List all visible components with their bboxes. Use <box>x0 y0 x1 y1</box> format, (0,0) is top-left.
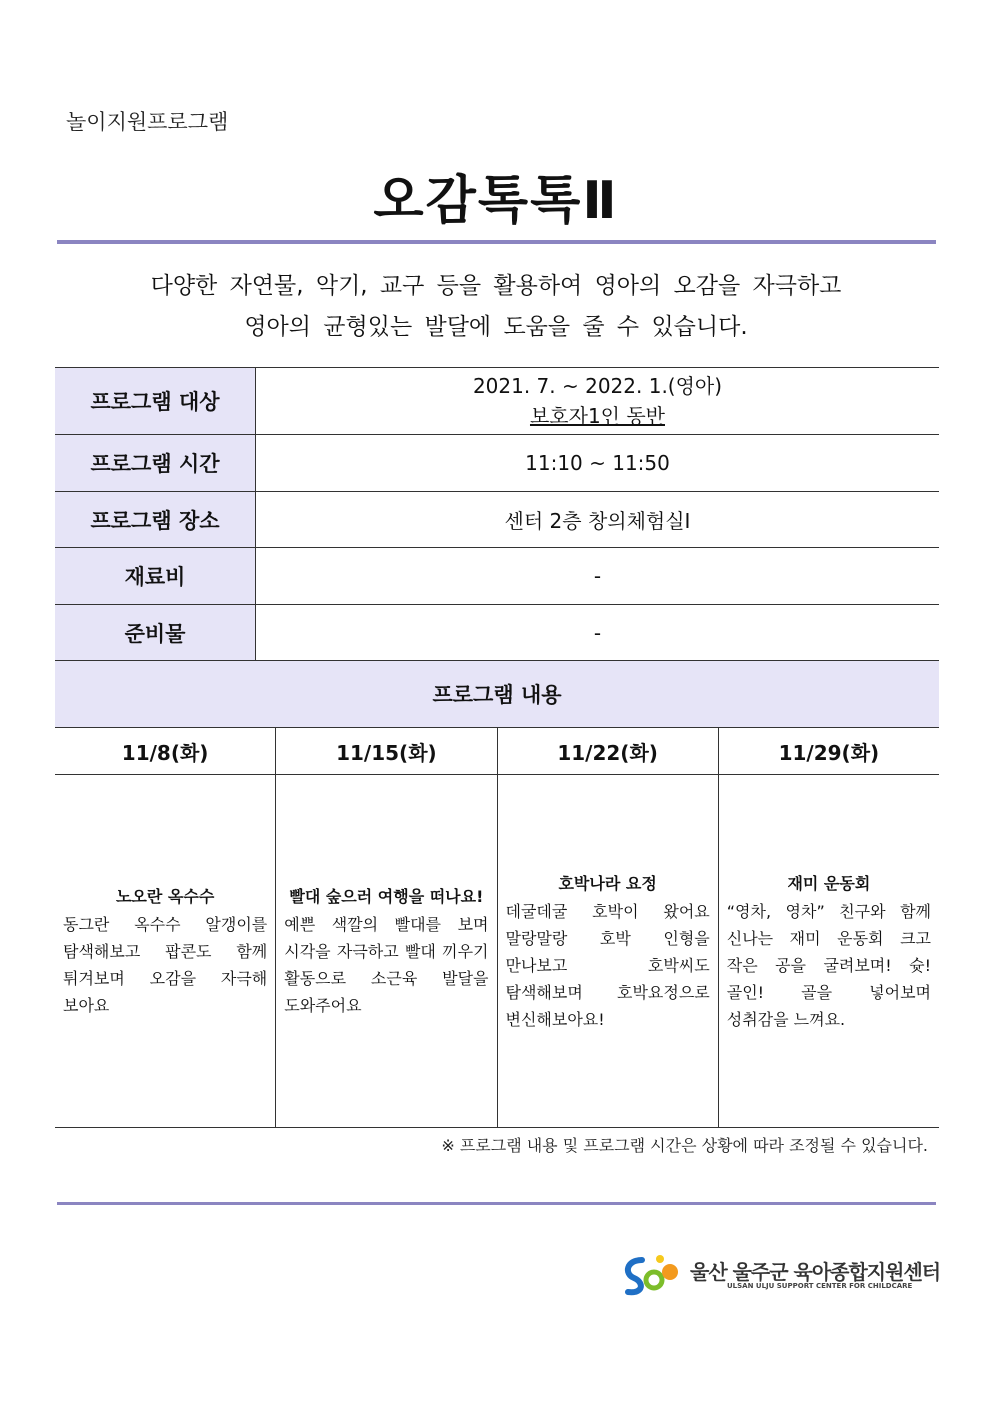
bottom-divider <box>57 1202 936 1205</box>
session-date-3: 11/22(화) <box>497 728 718 774</box>
session-date-4: 11/29(화) <box>718 728 939 774</box>
supplies-label: 준비물 <box>55 605 256 662</box>
session-title: 호박나라 요정 <box>558 873 657 893</box>
session-description: 데굴데굴 호박이 왔어요 말랑말랑 호박 인형을 만나보고 호박씨도 탐색해보며 호박요정으로 변신해보아요! <box>505 901 710 1029</box>
place-label: 프로그램 장소 <box>55 492 256 548</box>
info-row-place <box>55 492 939 548</box>
info-row-supplies <box>55 605 939 662</box>
session-title: 노오란 옥수수 <box>115 887 215 906</box>
info-row-target <box>55 368 939 435</box>
time-label: 프로그램 시간 <box>55 435 256 492</box>
fee-label: 재료비 <box>55 548 256 605</box>
place-value: 센터 2층 창의체험실Ⅰ <box>256 492 940 548</box>
program-info-table <box>55 367 939 662</box>
session-description: 예쁜 색깔의 빨대를 보며 시각을 자극하고 빨대 끼우기 활동으로 소근육 발달을 도와주어요 <box>284 915 489 1015</box>
info-row-time <box>55 435 939 492</box>
info-row-fee <box>55 548 939 605</box>
logo-dot-yellow <box>656 1255 664 1263</box>
content-header: 프로그램 내용 <box>55 660 939 728</box>
session-date-1: 11/8(화) <box>121 740 209 765</box>
page-title: 오감톡톡Ⅱ <box>373 171 619 231</box>
session-description: “영차, 영차” 친구와 함께 신나는 재미 운동회 크고 작은 공을 굴려보며! 슛! 골인! 골을 넣어보며 성취감을 느껴요. <box>726 901 931 1029</box>
session-dates-row <box>55 728 939 775</box>
session-cell-4 <box>718 775 939 1127</box>
supplies-value: - <box>256 605 940 662</box>
target-period: 2021. 7. ~ 2022. 1.(영아) <box>472 374 723 398</box>
target-value <box>256 368 940 435</box>
logo-dot-orange <box>662 1264 678 1280</box>
intro-text <box>0 266 992 348</box>
center-name-english: ULSAN ULJU SUPPORT CENTER FOR CHILDCARE <box>727 1282 913 1290</box>
center-name: 울산 울주군 육아종합지원센터 <box>690 1260 941 1284</box>
intro-line-2: 영아의 균형있는 발달에 도움을 줄 수 있습니다. <box>244 314 748 340</box>
logo-dot-green <box>646 1272 662 1288</box>
target-guardian: 보호자1인 동반 <box>529 404 665 428</box>
top-divider <box>57 240 936 244</box>
session-description: 동그란 옥수수 알갱이를 탐색해보고 팝콘도 함께 튀겨보며 오감을 자극해 보아요 <box>63 915 268 1015</box>
session-title: 재미 운동회 <box>787 873 871 893</box>
session-cell-1 <box>55 775 275 1127</box>
schedule-table <box>55 660 939 1128</box>
session-details-row <box>55 775 939 1128</box>
footnote: ※ 프로그램 내용 및 프로그램 시간은 상황에 따라 조정될 수 있습니다. <box>441 1136 928 1155</box>
time-value: 11:10 ~ 11:50 <box>256 435 940 492</box>
program-category: 놀이지원프로그램 <box>66 110 229 134</box>
session-cell-2 <box>275 775 496 1127</box>
target-label: 프로그램 대상 <box>55 368 256 435</box>
intro-line-1: 다양한 자연물, 악기, 교구 등을 활용하여 영아의 오감을 자극하고 <box>150 273 842 299</box>
session-cell-3 <box>497 775 718 1127</box>
session-date-2: 11/15(화) <box>275 728 496 774</box>
fee-value: - <box>256 548 940 605</box>
session-title: 빨대 숲으러 여행을 떠나요! <box>289 887 484 906</box>
logo-swirl-blue <box>628 1260 642 1292</box>
